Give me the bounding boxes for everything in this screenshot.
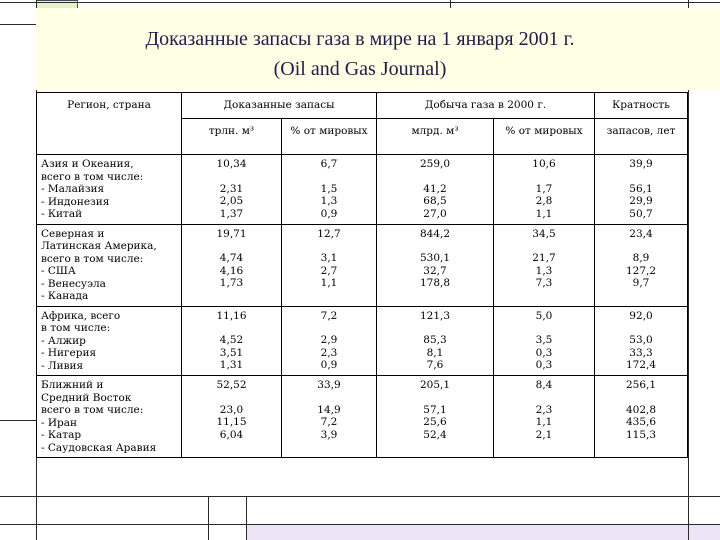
total-value: 259,0 [419, 158, 451, 170]
country-value: 1,1 [535, 207, 553, 220]
country-value: 178,8 [419, 277, 451, 289]
country-name: - Ливия [41, 359, 84, 372]
country-name: - Китай [41, 208, 83, 220]
country-value: 21,7 [532, 252, 556, 264]
region-cell [37, 376, 182, 458]
country-name: - Малайзия [41, 183, 105, 195]
country-value: 7,6 [426, 359, 444, 371]
region-cell [37, 306, 182, 376]
decor-line [246, 496, 247, 540]
total-value: 8,4 [535, 379, 553, 391]
total-value: 7,2 [320, 309, 338, 322]
country-value: 8,9 [632, 252, 650, 264]
spacer [182, 322, 281, 334]
spacer [595, 171, 687, 183]
country-value: 3,51 [219, 346, 244, 359]
total-value: 121,3 [419, 309, 451, 322]
country-value: 0,3 [535, 359, 553, 371]
country-value: 29,9 [629, 195, 653, 207]
total-value: 92,0 [629, 309, 653, 322]
header-production: Добыча газа в 2000 г. [377, 93, 595, 119]
spacer [377, 322, 493, 334]
country-value: 1,5 [320, 182, 338, 195]
total-value: 256,1 [625, 379, 657, 391]
country-value: 0,9 [320, 359, 338, 371]
country-value: 3,5 [535, 334, 553, 346]
spacer [494, 322, 594, 334]
country-value: 2,7 [320, 264, 338, 277]
country-value: 32,7 [423, 264, 447, 277]
title-line-1: Доказанные запасы газа в мире на 1 января 2001 г. [145, 28, 575, 50]
value-cell-reserves-share [282, 306, 377, 376]
gas-reserves-table [36, 92, 688, 458]
value-cell-production [377, 224, 494, 306]
decor-bottom-strip [246, 524, 720, 540]
country-name: - Иран [41, 416, 78, 429]
decor-line [0, 2, 720, 3]
header-ratio-unit: запасов, лет [595, 119, 688, 155]
country-name: - Алжир [41, 334, 86, 347]
total-value: 205,1 [419, 379, 451, 391]
total-value: 6,7 [320, 158, 338, 170]
region-title-line: Азия и Океания, [41, 158, 134, 170]
country-value: 127,2 [625, 264, 657, 277]
decor-line [0, 496, 720, 497]
country-value: 2,31 [219, 182, 244, 195]
total-value: 52,52 [216, 379, 247, 391]
country-value: 1,3 [320, 195, 338, 207]
country-name: - Саудовская Аравия [41, 441, 157, 454]
country-value: 2,8 [535, 195, 553, 207]
header-reserves-share: % от мировых [282, 119, 377, 155]
value-cell-reserves [182, 306, 282, 376]
page-title [40, 24, 680, 84]
region-title-line: Средний Восток [41, 391, 132, 404]
country-value: 52,4 [423, 428, 447, 441]
region-title-line: Латинская Америка, [41, 240, 157, 252]
spacer [494, 240, 594, 252]
country-value: 2,05 [219, 195, 244, 207]
country-value: 1,37 [219, 207, 244, 220]
country-value: 6,04 [219, 428, 244, 441]
total-value: 10,34 [216, 158, 247, 170]
country-value: 33,3 [629, 346, 653, 359]
total-value: 844,2 [419, 227, 451, 240]
country-value: 1,31 [219, 359, 244, 371]
table-row [37, 224, 688, 306]
value-cell-reserves [182, 155, 282, 225]
table-body [37, 155, 688, 458]
region-title-line: Северная и [41, 227, 105, 240]
total-value: 33,9 [317, 379, 341, 391]
table-row [37, 376, 688, 458]
decor-line [0, 420, 36, 421]
spacer [377, 171, 493, 183]
country-value: 3,9 [320, 428, 338, 441]
country-value: 0,3 [535, 346, 553, 359]
region-cell [37, 224, 182, 306]
spacer [377, 392, 493, 404]
spacer [282, 240, 376, 252]
value-cell-production-share [494, 224, 595, 306]
country-value: 53,0 [629, 334, 653, 346]
region-title-line: всего в том числе: [41, 404, 144, 416]
region-cell [37, 155, 182, 225]
spacer [595, 240, 687, 252]
country-value: 85,3 [423, 334, 447, 346]
value-cell-production-share [494, 306, 595, 376]
country-value: 57,1 [423, 403, 447, 416]
country-value: 0,9 [320, 207, 338, 220]
value-cell-production [377, 376, 494, 458]
region-title-line: Ближний и [41, 379, 104, 391]
header-reserves: Доказанные запасы [182, 93, 377, 119]
country-value: 1,1 [535, 416, 553, 428]
header-production-unit: млрд. м³ [377, 119, 494, 155]
country-value: 9,7 [632, 277, 650, 289]
country-value: 8,1 [426, 346, 444, 359]
country-value: 2,9 [320, 334, 338, 346]
region-title-line: всего в том числе: [41, 170, 144, 183]
header-production-share: % от мировых [494, 119, 595, 155]
country-value: 11,15 [216, 416, 247, 428]
country-value: 530,1 [419, 252, 451, 264]
country-value: 4,52 [219, 334, 244, 346]
country-name: - Венесуэла [41, 277, 106, 290]
value-cell-reserves-share [282, 376, 377, 458]
value-cell-ratio [595, 376, 688, 458]
total-value: 12,7 [317, 227, 341, 240]
country-value: 50,7 [629, 207, 653, 220]
value-cell-production [377, 306, 494, 376]
spacer [282, 171, 376, 183]
value-cell-ratio [595, 155, 688, 225]
country-value: 68,5 [423, 195, 447, 207]
total-value: 11,16 [216, 309, 247, 322]
spacer [182, 171, 281, 183]
value-cell-reserves-share [282, 155, 377, 225]
total-value: 23,4 [629, 227, 653, 240]
country-name: - Индонезия [41, 195, 110, 208]
value-cell-ratio [595, 306, 688, 376]
country-name: - Катар [41, 429, 82, 441]
spacer [377, 240, 493, 252]
country-value: 25,6 [423, 416, 447, 428]
spacer [595, 322, 687, 334]
country-value: 27,0 [423, 207, 447, 220]
decor-line [0, 524, 720, 525]
country-value: 7,2 [320, 416, 338, 428]
country-value: 3,1 [320, 252, 338, 264]
spacer [595, 392, 687, 404]
country-value: 2,1 [535, 428, 553, 441]
table-row [37, 155, 688, 225]
country-value: 7,3 [535, 277, 553, 289]
country-value: 402,8 [625, 403, 657, 416]
country-name: - США [41, 265, 76, 277]
spacer [282, 392, 376, 404]
country-value: 435,6 [625, 416, 657, 428]
total-value: 34,5 [532, 227, 556, 240]
country-value: 4,16 [219, 264, 244, 277]
spacer [494, 171, 594, 183]
value-cell-reserves [182, 376, 282, 458]
country-value: 4,74 [219, 252, 244, 264]
country-value: 172,4 [625, 359, 657, 371]
total-value: 10,6 [532, 158, 556, 170]
header-region: Регион, страна [37, 93, 182, 155]
spacer [182, 392, 281, 404]
value-cell-ratio [595, 224, 688, 306]
country-value: 1,7 [535, 182, 553, 195]
country-value: 1,3 [535, 264, 553, 277]
country-name: - Нигерия [41, 347, 97, 359]
table-row [37, 306, 688, 376]
country-value: 56,1 [629, 182, 653, 195]
country-value: 1,73 [219, 277, 244, 289]
country-value: 2,3 [535, 403, 553, 416]
region-title-line: всего в том числе: [41, 252, 144, 265]
value-cell-production-share [494, 376, 595, 458]
header-ratio: Кратность [595, 93, 688, 119]
total-value: 5,0 [535, 309, 553, 322]
region-title-line: Африка, всего [41, 309, 121, 322]
spacer [282, 322, 376, 334]
value-cell-reserves [182, 224, 282, 306]
title-line-2: (Oil and Gas Journal) [273, 58, 447, 80]
country-value: 14,9 [317, 403, 341, 416]
region-title-line: в том числе: [41, 322, 111, 334]
value-cell-production [377, 155, 494, 225]
country-value: 2,3 [320, 346, 338, 359]
decor-line [450, 0, 451, 8]
country-value: 1,1 [320, 277, 338, 289]
country-value: 23,0 [219, 403, 244, 416]
country-value: 115,3 [625, 428, 657, 441]
value-cell-production-share [494, 155, 595, 225]
country-name: - Канада [41, 290, 89, 302]
total-value: 39,9 [629, 158, 653, 170]
decor-line [0, 24, 36, 25]
value-cell-reserves-share [282, 224, 377, 306]
total-value: 19,71 [216, 227, 247, 240]
decor-line [208, 496, 209, 540]
spacer [494, 392, 594, 404]
spacer [182, 240, 281, 252]
country-value: 41,2 [423, 182, 447, 195]
header-reserves-unit: трлн. м³ [182, 119, 282, 155]
